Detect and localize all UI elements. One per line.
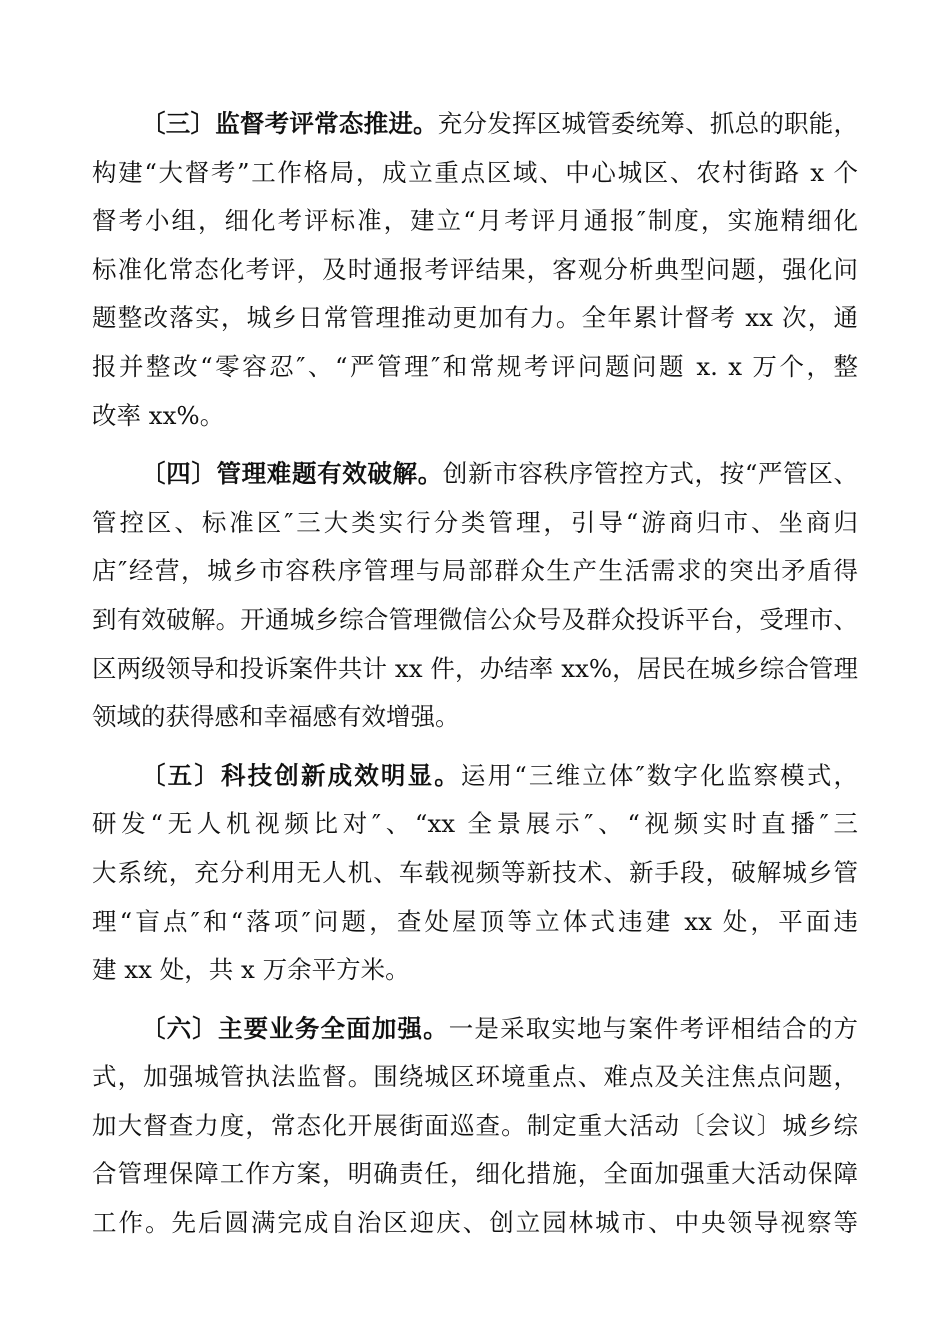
- paragraph-supervision: [92, 100, 858, 440]
- paragraph-line: 改率 xx%。: [92, 400, 225, 430]
- line-text: 充分发挥区城管委统筹、抓总的职能，: [437, 109, 859, 138]
- section-heading: 〔五〕科技创新成效明显。: [141, 760, 461, 790]
- paragraph-line: [92, 450, 858, 499]
- paragraph-line: 区两级领导和投诉案件共计 xx 件，办结率 xx%，居民在城乡综合管理: [92, 653, 858, 683]
- paragraph-management: [92, 450, 858, 742]
- paragraph-technology: [92, 752, 858, 995]
- paragraph-line: 加大督查力度，常态化开展街面巡查。制定重大活动〔会议〕城乡综: [92, 1110, 858, 1140]
- paragraph-line: 理“盲点″和“落项″问题，查处屋顶等立体式违建 xx 处，平面违: [92, 906, 858, 936]
- paragraph-line: 建 xx 处，共 x 万余平方米。: [92, 955, 410, 985]
- paragraph-line: 工作。先后圆满完成自治区迎庆、创立园林城市、中央领导视察等: [92, 1208, 858, 1238]
- paragraph-line: 题整改落实，城乡日常管理推动更加有力。全年累计督考 xx 次，通: [92, 303, 858, 333]
- section-heading: 〔六〕主要业务全面加强。: [141, 1013, 449, 1043]
- paragraph-line: 研发“无人机视频比对″、“xx 全景展示″、“视频实时直播″三: [92, 809, 858, 839]
- section-heading: 〔四〕管理难题有效破解。: [141, 459, 443, 489]
- paragraph-line: [92, 100, 858, 149]
- paragraph-line: [92, 752, 858, 801]
- section-heading: 〔三〕监督考评常态推进。: [141, 109, 438, 138]
- paragraph-line: 合管理保障工作方案，明确责任，细化措施，全面加强重大活动保障: [92, 1159, 858, 1189]
- paragraph-line: 式，加强城管执法监督。围绕城区环境重点、难点及关注焦点问题，: [92, 1062, 858, 1092]
- paragraph-line: 构建“大督考”工作格局，成立重点区域、中心城区、农村街路 x 个: [92, 157, 858, 187]
- paragraph-line: 到有效破解。开通城乡综合管理微信公众号及群众投诉平台，受理市、: [92, 604, 858, 634]
- paragraph-line: 督考小组，细化考评标准，建立“月考评月通报″制度，实施精细化: [92, 206, 858, 236]
- line-text: 运用“三维立体″数字化监察模式，: [460, 760, 858, 790]
- paragraph-line: 标准化常态化考评，及时通报考评结果，客观分析典型问题，强化问: [92, 254, 858, 284]
- paragraph-line: 店″经营，城乡市容秩序管理与局部群众生产生活需求的突出矛盾得: [92, 556, 858, 586]
- paragraph-line: [92, 1005, 858, 1054]
- paragraph-business: [92, 1005, 858, 1248]
- paragraph-line: 管控区、标准区″三大类实行分类管理，引导“游商归市、坐商归: [92, 507, 858, 537]
- line-text: 一是采取实地与案件考评相结合的方: [448, 1013, 859, 1043]
- paragraph-line: 报并整改“零容忍″、“严管理″和常规考评问题问题 x. x 万个，整: [92, 351, 858, 381]
- paragraph-line: 大系统，充分利用无人机、车载视频等新技术、新手段，破解城乡管: [92, 857, 858, 887]
- paragraph-line: 领域的获得感和幸福感有效增强。: [92, 702, 460, 732]
- line-text: 创新市容秩序管控方式，按“严管区、: [442, 459, 858, 489]
